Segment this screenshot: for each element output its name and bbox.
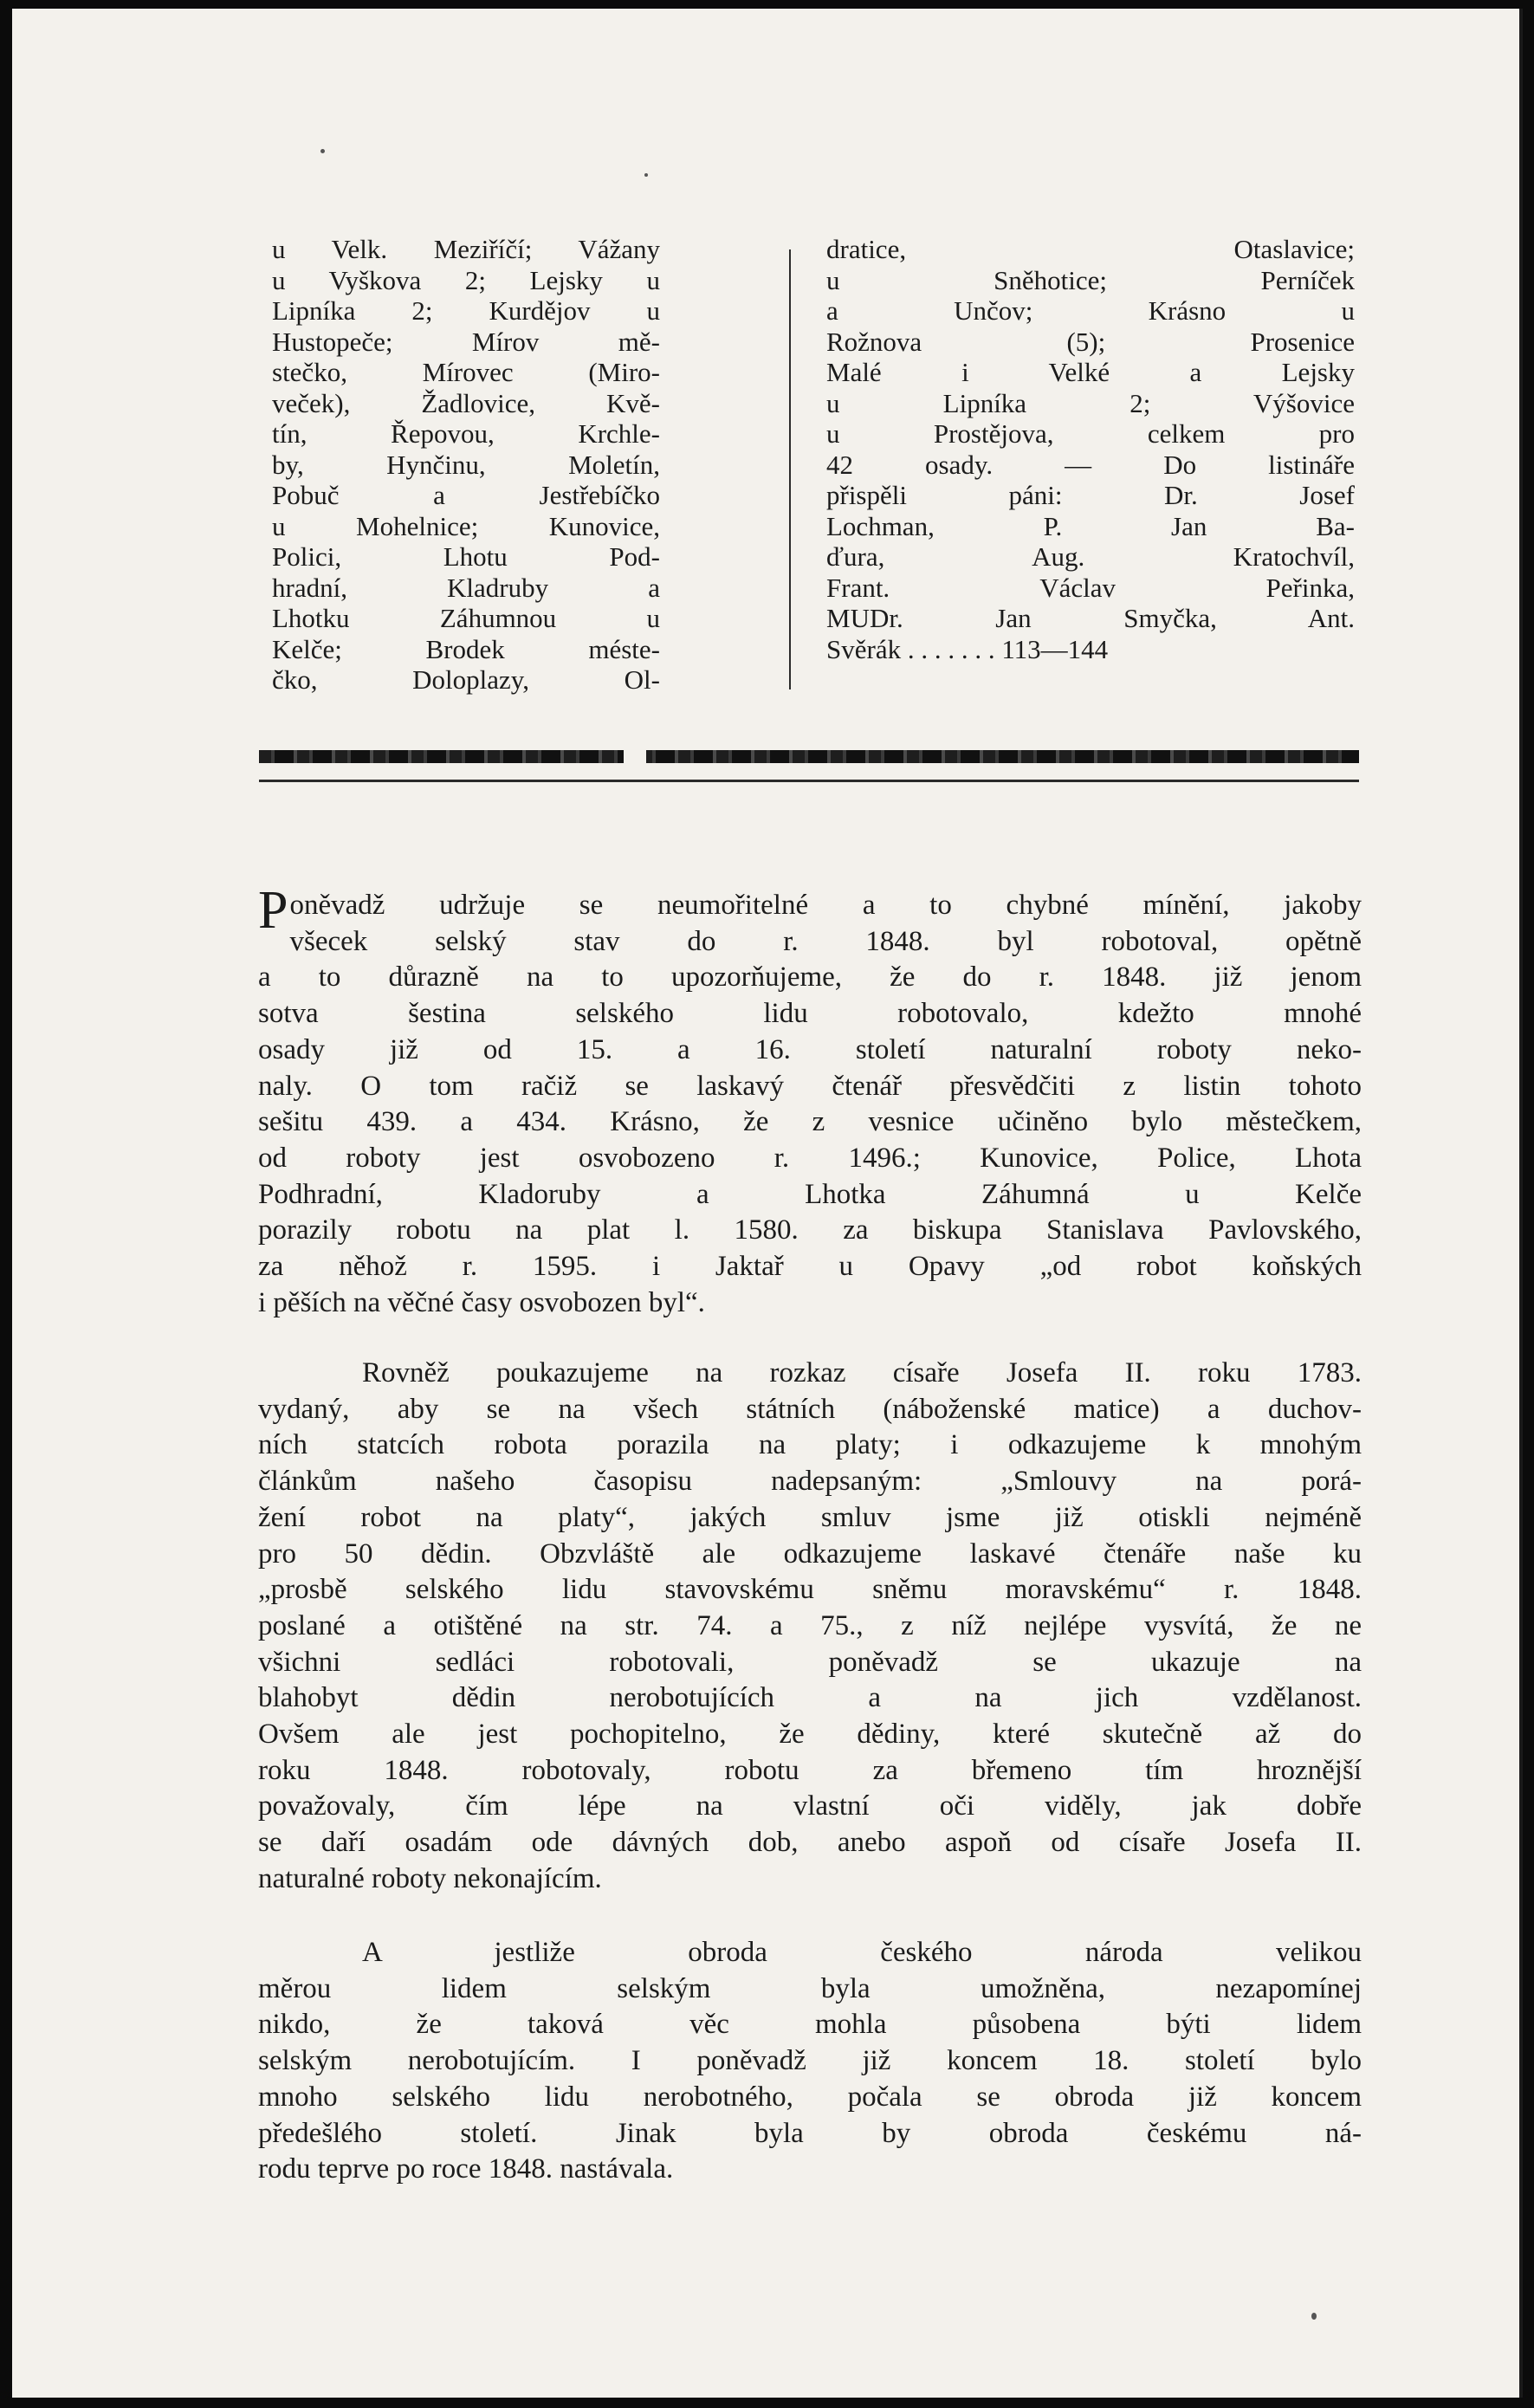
index-line: by, Hynčinu, Moletín, (272, 449, 660, 480)
text-line: pro 50 dědin. Obzvláště ale odkazujeme laskavé čtenáře naše ku (258, 1537, 1362, 1570)
speck (320, 149, 325, 153)
index-column-left (272, 234, 660, 696)
text-line: všichni sedláci robotovali, poněvadž se ukazuje na (258, 1646, 1362, 1678)
speck (1311, 2313, 1317, 2320)
section-rule-thick (259, 750, 1359, 763)
text-line: selským nerobotujícím. I poněvadž již koncem 18. století bylo (258, 2045, 1362, 2077)
text-line: vydaný, aby se na všech státních (náboženské matice) a duchov- (258, 1393, 1362, 1425)
text-line: naturalné roboty nekonajícím. (258, 1862, 602, 1894)
index-line: čko, Doloplazy, Ol- (272, 664, 660, 695)
index-line: hradní, Kladruby a (272, 572, 660, 603)
text-line: naly. O tom račiž se laskavý čtenář přesvědčiti z listin tohoto (258, 1070, 1362, 1102)
page (12, 9, 1523, 2398)
index-line: MUDr. Jan Smyčka, Ant. (826, 603, 1355, 633)
index-line: Lhotku Záhumnou u (272, 603, 660, 633)
index-line: přispěli páni: Dr. Josef (826, 480, 1355, 510)
text-line: sešitu 439. a 434. Krásno, že z vesnice učiněno bylo městečkem, (258, 1106, 1362, 1138)
index-line: Lochman, P. Jan Ba- (826, 510, 1355, 541)
text-line: A jestliže obroda českého národa velikou (362, 1937, 1362, 1968)
text-line: mnoho selského lidu nerobotného, počala se obroda již koncem (258, 2081, 1362, 2113)
text-line: i pěších na věčné časy osvobozen byl“. (258, 1286, 705, 1318)
index-line: ďura, Aug. Kratochvíl, (826, 541, 1355, 572)
section-rule-thin (259, 780, 1359, 782)
text-line: a to důrazně na to upozorňujeme, že do r. 1848. již jenom (258, 961, 1362, 994)
text-line: ních statcích robota porazila na platy; i odkazujeme k mnohým (258, 1429, 1362, 1461)
index-line: tín, Řepovou, Krchle- (272, 418, 660, 449)
text-line: osady již od 15. a 16. století naturalní roboty neko- (258, 1033, 1362, 1065)
index-line: 42 osady. — Do listináře (826, 449, 1355, 480)
text-line: oněvadž udržuje se neumořitelné a to chybné mínění, jakoby (289, 890, 1362, 921)
paragraph-1 (258, 881, 1362, 1321)
index-line-pages: Svěrák . . . . . . . 113—144 (826, 633, 1109, 664)
index-line: Rožnova (5); Prosenice (826, 326, 1355, 357)
text-line: blahobyt dědin nerobotujících a na jich vzdělanost. (258, 1682, 1362, 1714)
text-line: poslané a otištěné na str. 74. a 75., z níž nejlépe vysvítá, že ne (258, 1609, 1362, 1641)
text-line: roku 1848. robotovaly, robotu za břemeno tím hroznější (258, 1754, 1362, 1786)
text-line: Rovněž poukazujeme na rozkaz císaře Josefa II. roku 1783. (362, 1357, 1362, 1388)
speck (644, 173, 648, 177)
text-line: za něhož r. 1595. i Jaktař u Opavy „od robot koňských (258, 1251, 1362, 1283)
index-line: Hustopeče; Mírov mě- (272, 326, 660, 357)
index-line: u Prostějova, celkem pro (826, 418, 1355, 449)
paragraph-3 (258, 1935, 1362, 2188)
index-line: u Vyškova 2; Lejsky u (272, 264, 660, 295)
text-line: článkům našeho časopisu nadepsaným: „Smlouvy na porá- (258, 1466, 1362, 1498)
text-line: předešlého století. Jinak byla by obroda českému ná- (258, 2117, 1362, 2149)
index-column-right (826, 234, 1355, 664)
text-line: Ovšem ale jest pochopitelno, že dědiny, které skutečně až do (258, 1719, 1362, 1751)
text-line: všecek selský stav do r. 1848. byl robotoval, opětně (289, 925, 1362, 957)
paragraph-2 (258, 1356, 1362, 1898)
index-line: Lipníka 2; Kurdějov u (272, 295, 660, 326)
text-line: rodu teprve po roce 1848. nastávala. (258, 2153, 674, 2185)
text-line: od roboty jest osvobozeno r. 1496.; Kunovice, Police, Lhota (258, 1142, 1362, 1174)
index-line: u Lipníka 2; Výšovice (826, 387, 1355, 418)
index-line: Polici, Lhotu Pod- (272, 541, 660, 572)
text-line: sotva šestina selského lidu robotovalo, kdežto mnohé (258, 998, 1362, 1030)
text-line: „prosbě selského lidu stavovskému sněmu moravskému“ r. 1848. (258, 1574, 1362, 1606)
index-line: veček), Žadlovice, Kvě- (272, 387, 660, 418)
text-line: žení robot na platy“, jakých smluv jsme již otiskli nejméně (258, 1501, 1362, 1533)
index-line: Malé i Velké a Lejsky (826, 357, 1355, 387)
section-rule-gap (624, 747, 646, 766)
index-line: a Unčov; Krásno u (826, 295, 1355, 326)
text-line: se daří osadám ode dávných dob, anebo aspoň od císaře Josefa II. (258, 1827, 1362, 1859)
text-line: považovaly, čím lépe na vlastní oči viděly, jak dobře (258, 1790, 1362, 1822)
index-line: dratice, Otaslavice; (826, 234, 1355, 264)
index-line: u Mohelnice; Kunovice, (272, 510, 660, 541)
index-line: Kelče; Brodek méste- (272, 633, 660, 664)
index-line: Frant. Václav Peřinka, (826, 572, 1355, 603)
text-line: Podhradní, Kladoruby a Lhotka Záhumná u Kelče (258, 1178, 1362, 1210)
index-line: u Velk. Meziříčí; Vážany (272, 234, 660, 264)
text-line: měrou lidem selským byla umožněna, nezapomínej (258, 1972, 1362, 2004)
drop-cap: P (258, 881, 288, 940)
index-line: stečko, Mírovec (Miro- (272, 357, 660, 387)
text-line: porazily robotu na plat l. 1580. za biskupa Stanislava Pavlovského, (258, 1214, 1362, 1246)
index-line: u Sněhotice; Perníček (826, 264, 1355, 295)
index-line: Pobuč a Jestřebíčko (272, 480, 660, 510)
column-divider (789, 249, 791, 689)
text-line: nikdo, že taková věc mohla působena býti lidem (258, 2009, 1362, 2041)
